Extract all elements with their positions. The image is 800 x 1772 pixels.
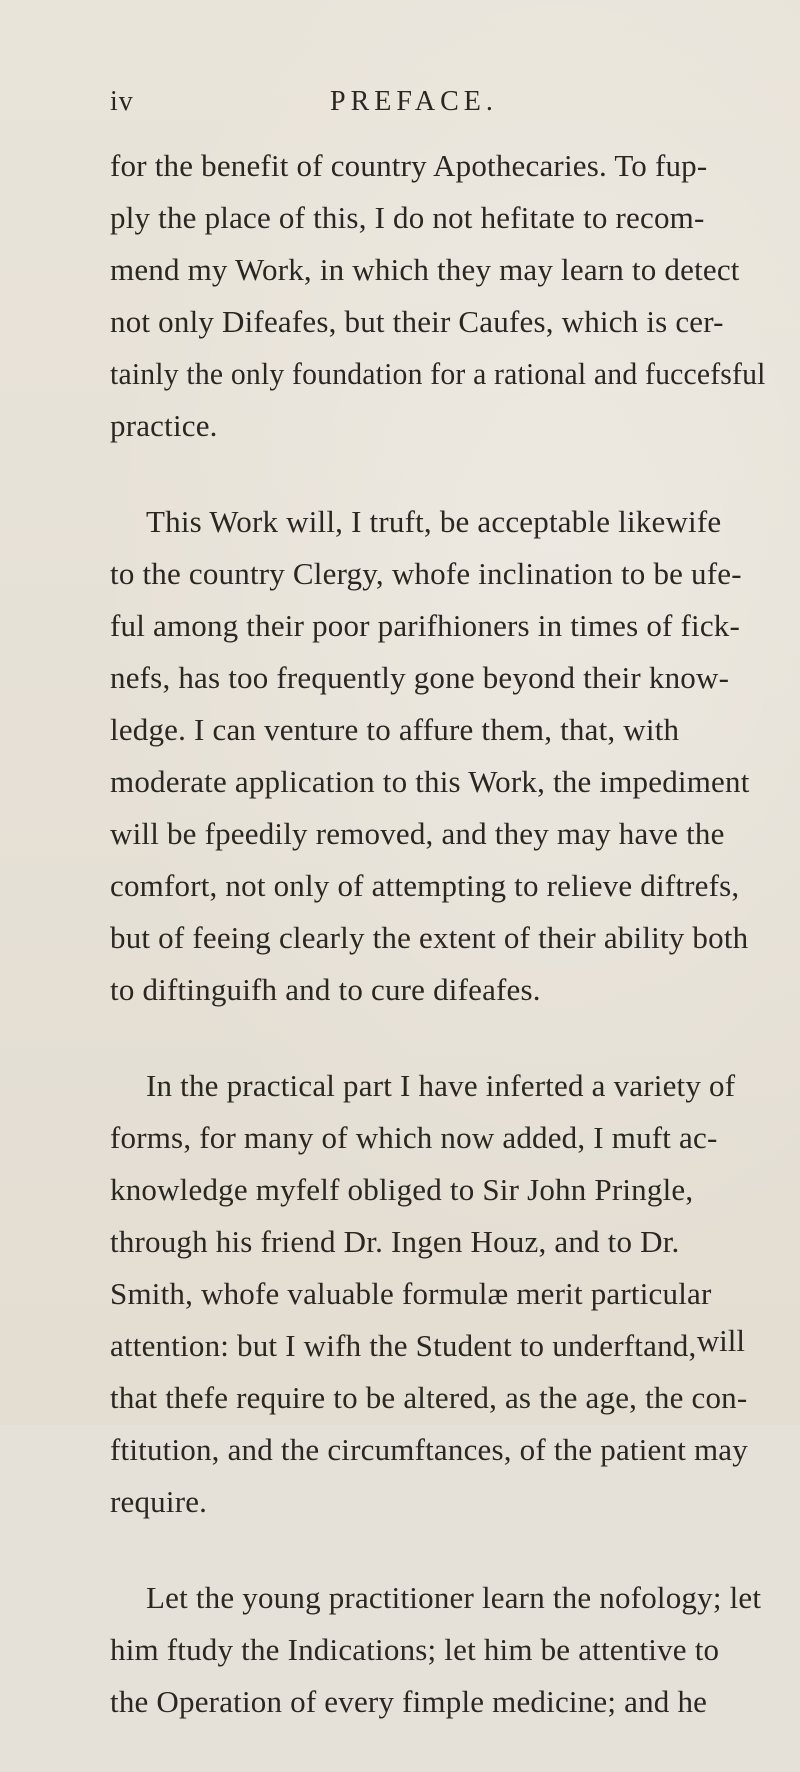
text-line: require. [110,1484,208,1519]
text-line: for the benefit of country Apothecaries. To fup- [110,148,708,183]
text-line: comfort, not only of attempting to relieve diftrefs, [110,868,740,903]
catchword: will [696,1323,745,1358]
paragraph-1 [110,140,765,452]
text-line: tainly the only foundation for a rational and fuccefsful [110,356,766,391]
text-line: ful among their poor parifhioners in times of fick- [110,608,741,643]
text-line: ledge. I can venture to affure them, that, with [110,712,680,747]
text-line: the Operation of every fimple medicine; and he [110,1684,708,1719]
text-line: mend my Work, in which they may learn to detect [110,252,740,287]
page-header [110,80,760,120]
text-line: This Work will, I truft, be acceptable likewife [146,504,722,539]
text-line: attention: but I wifh the Student to underftand, [110,1328,697,1363]
text-line: Let the young practitioner learn the nofology; let [146,1580,762,1615]
text-line: that thefe require to be altered, as the age, the con- [110,1380,748,1415]
paragraph-4 [110,1572,765,1728]
text-line: but of feeing clearly the extent of their ability both [110,920,749,955]
text-line: In the practical part I have inferted a variety of [146,1068,736,1103]
text-line: will be fpeedily removed, and they may have the [110,816,725,851]
paragraph-2 [110,496,765,1016]
text-line: through his friend Dr. Ingen Houz, and to Dr. [110,1224,680,1259]
page-number: iv [110,86,134,117]
text-line: Smith, whofe valuable formulæ merit particular [110,1276,712,1311]
text-line: to diftinguifh and to cure difeafes. [110,972,541,1007]
body-text [110,140,765,1772]
text-line: knowledge myfelf obliged to Sir John Pringle, [110,1172,694,1207]
text-line: moderate application to this Work, the impediment [110,764,750,799]
text-line: nefs, has too frequently gone beyond their know- [110,660,730,695]
text-line: ftitution, and the circumftances, of the patient may [110,1432,748,1467]
running-head: PREFACE. [330,86,498,117]
text-line: forms, for many of which now added, I muft ac- [110,1120,718,1155]
paragraph-3 [110,1060,765,1528]
text-line: not only Difeafes, but their Caufes, which is cer- [110,304,724,339]
text-line: practice. [110,408,218,443]
text-line: ply the place of this, I do not hefitate to recom- [110,200,705,235]
text-line: to the country Clergy, whofe inclination to be ufe- [110,556,742,591]
text-line: him ftudy the Indications; let him be attentive to [110,1632,720,1667]
